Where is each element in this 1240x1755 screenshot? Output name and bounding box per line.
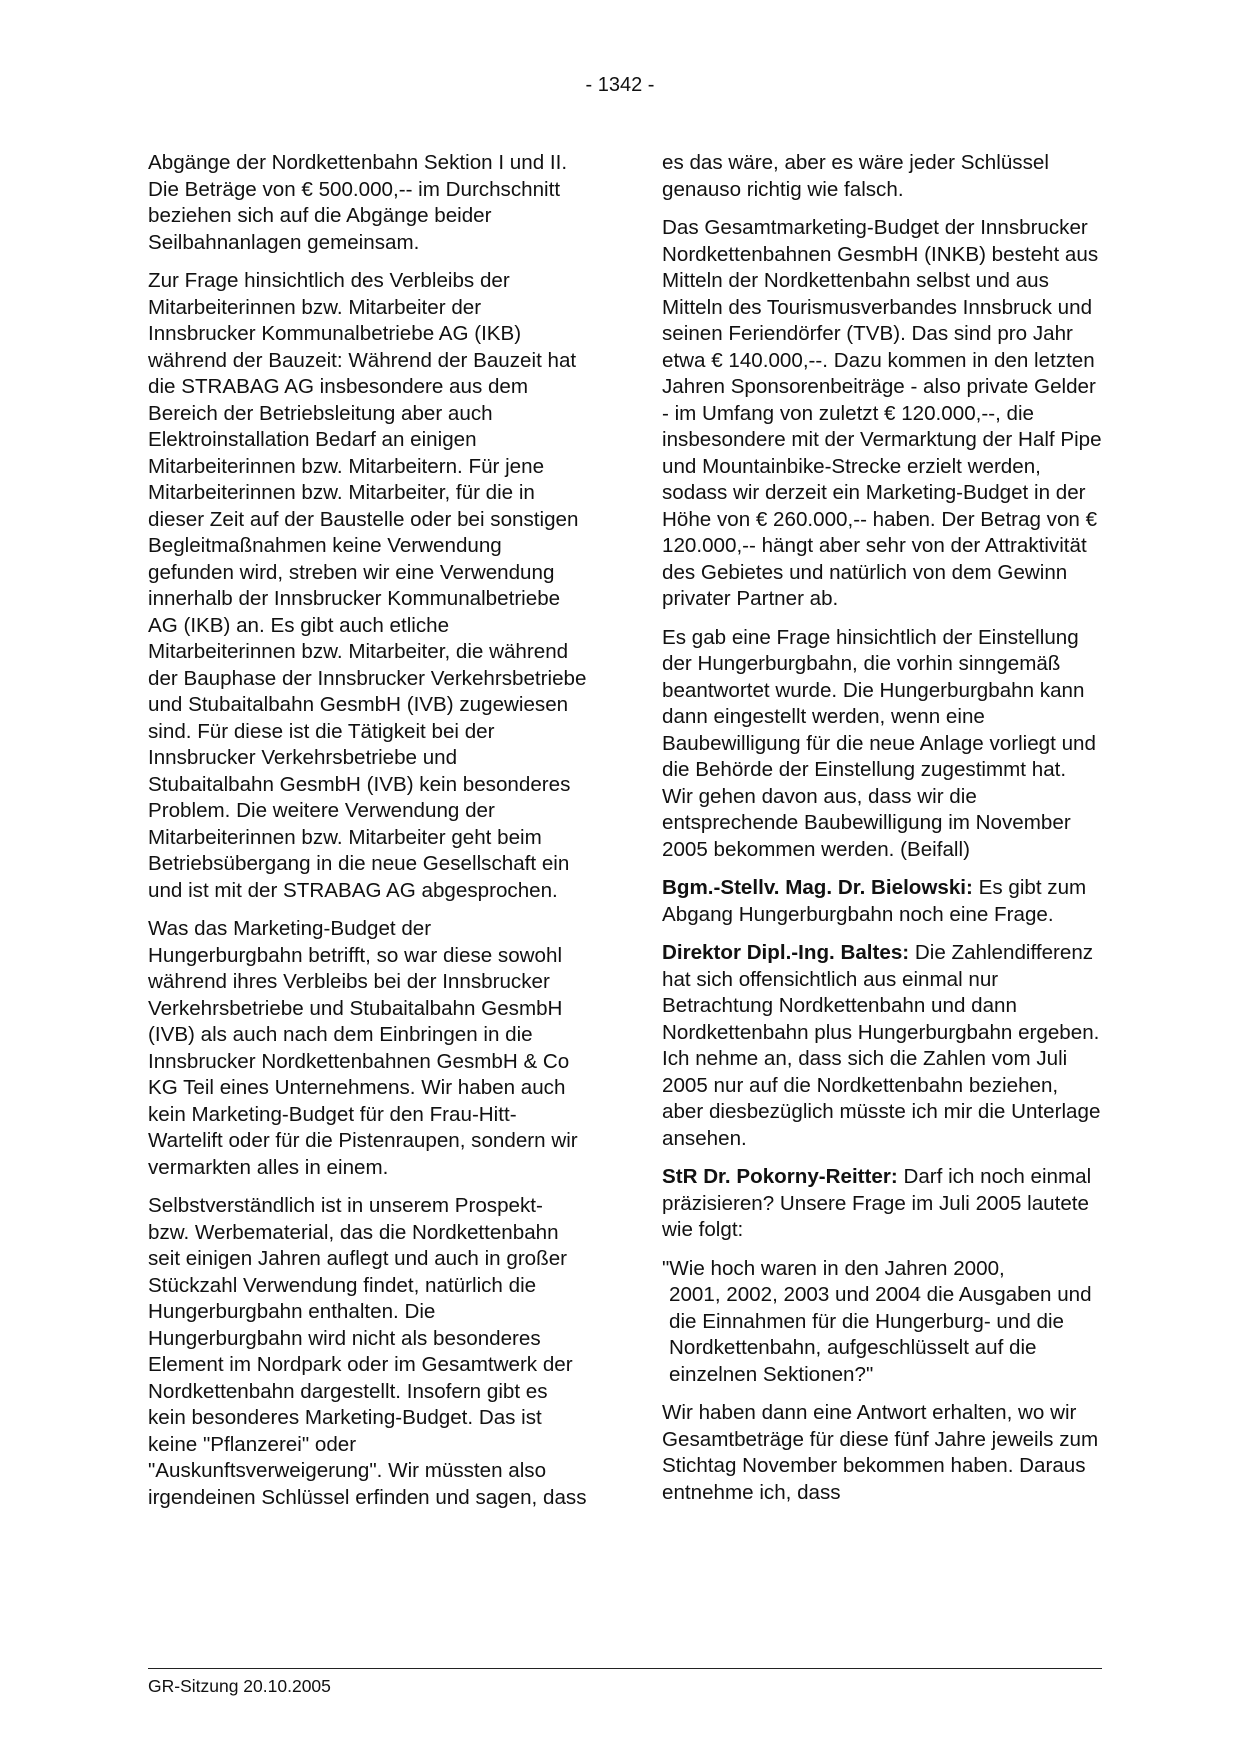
paragraph: Zur Frage hinsichtlich des Verbleibs der Mitarbeiterinnen bzw. Mitarbeiter der Innsbrucker Kommunalbetriebe AG (IKB) während der Bauzeit: Während der Bauzeit hat die STRABAG AG insbesondere aus dem Bereich der Betriebsleitung aber auch Elektroinstallation Bedarf an einigen Mitarbeiterinnen bzw. Mitarbeitern. Für jene Mitarbeiterinnen bzw. Mitarbeiter, für die in dieser Zeit auf der Baustelle oder bei sonstigen Begleitmaßnahmen keine Verwendung gefunden wird, streben wir eine Verwendung innerhalb der Innsbrucker Kommunalbetriebe AG (IKB) an. Es gibt auch etliche Mitarbeiterinnen bzw. Mitarbeiter, die während der Bauphase der Innsbrucker Verkehrsbetriebe und Stubaitalbahn GesmbH (IVB) zugewiesen sind. Für diese ist die Tätigkeit bei der Innsbrucker Verkehrsbetriebe und Stubaitalbahn GesmbH (IVB) kein besonderes Problem. Die weitere Verwendung der Mitarbeiterinnen bzw. Mitarbeiter geht beim Betriebsübergang in die neue Gesellschaft ein und ist mit der STRABAG AG abgesprochen. xyxy=(148,269,587,902)
speech-text: Die Zahlendifferenz hat sich offensichtlich aus einmal nur Betrachtung Nordkettenbahn und dann Nordkettenbahn plus Hungerburgbahn ergeben. Ich nehme an, dass sich die Zahlen vom Juli 2005 nur auf die Nordkettenbahn beziehen, aber diesbezüglich müsste ich mir die Unterlage ansehen. xyxy=(662,941,1101,1150)
quote-first-line: "Wie hoch waren in den Jahren 2000, xyxy=(662,1256,1005,1280)
speaker-name: Direktor Dipl.-Ing. Baltes: xyxy=(662,941,910,964)
left-column xyxy=(148,150,588,1523)
speech-text: Darf ich noch einmal präzisieren? Unsere Frage im Juli 2005 lautete wie folgt: xyxy=(662,1165,1092,1241)
speech-paragraph xyxy=(662,940,1102,1152)
right-column xyxy=(662,150,1102,1518)
speech-text: Es gibt zum Abgang Hungerburgbahn noch eine Frage. xyxy=(662,876,1087,926)
paragraph: es das wäre, aber es wäre jeder Schlüssel genauso richtig wie falsch. xyxy=(662,151,1049,201)
quoted-question xyxy=(662,1256,1102,1389)
paragraph: Was das Marketing-Budget der Hungerburgbahn betrifft, so war diese sowohl während ihres Verbleibs bei der Innsbrucker Verkehrsbetriebe und Stubaitalbahn GesmbH (IVB) als auch nach dem Einbringen in die Innsbrucker Nordkettenbahnen GesmbH & Co KG Teil eines Unternehmens. Wir haben auch kein Marketing-Budget für den Frau-Hitt-Wartelift oder für die Pistenraupen, sondern wir vermarkten alles in einem. xyxy=(148,917,578,1179)
footer-divider xyxy=(148,1668,1102,1669)
speech-paragraph xyxy=(662,875,1102,928)
paragraph: Es gab eine Frage hinsichtlich der Einstellung der Hungerburgbahn, die vorhin sinngemäß beantwortet wurde. Die Hungerburgbahn kann dann eingestellt werden, wenn eine Baubewilligung für die neue Anlage vorliegt und die Behörde der Einstellung zugestimmt hat. Wir gehen davon aus, dass wir die entsprechende Baubewilligung im November 2005 bekommen werden. (Beifall) xyxy=(662,625,1096,861)
quote-continuation: 2001, 2002, 2003 und 2004 die Ausgaben und die Einnahmen für die Hungerburg- und die Nordkettenbahn, aufgeschlüsselt auf die einzelnen Sektionen?" xyxy=(669,1283,1092,1386)
paragraph: Wir haben dann eine Antwort erhalten, wo wir Gesamtbeträge für diese fünf Jahre jeweils zum Stichtag November bekommen haben. Daraus entnehme ich, dass xyxy=(662,1401,1099,1504)
speech-paragraph xyxy=(662,1164,1102,1244)
page-number: - 1342 - xyxy=(585,74,655,96)
speaker-name: Bgm.-Stellv. Mag. Dr. Bielowski: xyxy=(662,876,973,899)
speaker-name: StR Dr. Pokorny-Reitter: xyxy=(662,1165,898,1188)
paragraph: Selbstverständlich ist in unserem Prospekt- bzw. Werbematerial, das die Nordkettenbahn seit einigen Jahren auflegt und auch in großer Stückzahl Verwendung findet, natürlich die Hungerburgbahn enthalten. Die Hungerburgbahn wird nicht als besonderes Element im Nordpark oder im Gesamtwerk der Nordkettenbahn dargestellt. Insofern gibt es kein besonderes Marketing-Budget. Das ist keine "Pflanzerei" oder "Auskunftsverweigerung". Wir müssten also irgendeinen Schlüssel erfinden und sagen, dass xyxy=(148,1194,587,1509)
paragraph: Das Gesamtmarketing-Budget der Innsbrucker Nordkettenbahnen GesmbH (INKB) besteht aus Mitteln der Nordkettenbahn selbst und aus Mitteln des Tourismusverbandes Innsbruck und seinen Feriendörfer (TVB). Das sind pro Jahr etwa € 140.000,--. Dazu kommen in den letzten Jahren Sponsorenbeiträge - also private Gelder - im Umfang von zuletzt € 120.000,--, die insbesondere mit der Vermarktung der Half Pipe und Mountainbike-Strecke erzielt werden, sodass wir derzeit ein Marketing-Budget in der Höhe von € 260.000,-- haben. Der Betrag von € 120.000,-- hängt aber sehr von der Attraktivität des Gebietes und natürlich von dem Gewinn privater Partner ab. xyxy=(662,216,1102,610)
paragraph: Abgänge der Nordkettenbahn Sektion I und II. Die Beträge von € 500.000,-- im Durchschnitt beziehen sich auf die Abgänge beider Seilbahnanlagen gemeinsam. xyxy=(148,151,568,254)
footer-session-date: GR-Sitzung 20.10.2005 xyxy=(148,1676,331,1696)
